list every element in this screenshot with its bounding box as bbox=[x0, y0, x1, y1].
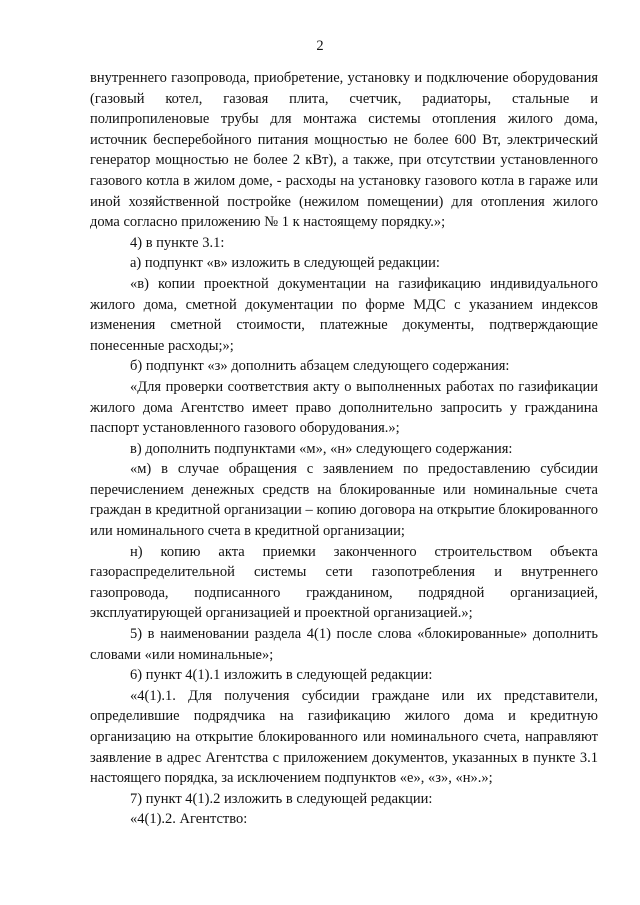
paragraph-13: «4(1).2. Агентство: bbox=[130, 811, 248, 828]
paragraph-8: н) копию акта приемки законченного строительством объекта газораспределительной системы сети газопотребления и внутреннего газопровода, подписанного гражданином, подрядной организацией, эксплуатирующей организацией и проектной организацией.»; bbox=[90, 543, 598, 622]
paragraph-11: «4(1).1. Для получения субсидии граждане или их представители, определившие подрядчика на газификацию жилого дома и кредитную организацию на открытие блокированного или номинального счета, направляют заявление в адрес Агентства с приложением документов, указанных в пункте 3.1 настоящего порядка, за исключением подпунктов «е», «з», «н».»; bbox=[90, 687, 598, 787]
page-number: 2 bbox=[316, 38, 324, 54]
document-body bbox=[90, 68, 598, 830]
paragraph-4: б) подпункт «з» дополнить абзацем следующего содержания: bbox=[130, 358, 510, 375]
paragraph-10: 6) пункт 4(1).1 изложить в следующей редакции: bbox=[130, 667, 433, 684]
paragraph-2: а) подпункт «в» изложить в следующей редакции: bbox=[130, 255, 440, 272]
paragraph-6: в) дополнить подпунктами «м», «н» следующего содержания: bbox=[130, 440, 513, 457]
paragraph-1: 4) в пункте 3.1: bbox=[130, 234, 225, 251]
paragraph-7: «м) в случае обращения с заявлением по предоставлению субсидии перечислением денежных средств на блокированные или номинальные счета граждан в кредитной организации – копию договора на открытие блокированного или номинального счета в кредитной организации; bbox=[90, 461, 598, 540]
paragraph-12: 7) пункт 4(1).2 изложить в следующей редакции: bbox=[130, 790, 433, 807]
paragraph-3: «в) копии проектной документации на газификацию индивидуального жилого дома, сметной документации по форме МДС с указанием индексов изменения сметной стоимости, платежные документы, подтверждающие понесенные расходы;»; bbox=[90, 275, 598, 354]
paragraph-9: 5) в наименовании раздела 4(1) после слова «блокированные» дополнить словами «или номинальные»; bbox=[90, 626, 598, 663]
paragraph-5: «Для проверки соответствия акту о выполненных работах по газификации жилого дома Агентство имеет право дополнительно запросить у гражданина паспорт установленного газового оборудования.»; bbox=[90, 378, 598, 437]
paragraph-0: внутреннего газопровода, приобретение, установку и подключение оборудования (газовый котел, газовая плита, счетчик, радиаторы, стальные и полипропиленовые трубы для монтажа системы отопления жилого дома, источник бесперебойного питания мощностью не более 600 Вт, электрический генератор мощностью не более 2 кВт), а также, при отсутствии установленного газового котла в жилом доме, - расходы на установку газового котла в гараже или иной хозяйственной постройке (нежилом помещении) для отопления жилого дома согласно приложению № 1 к настоящему порядку.»; bbox=[90, 70, 598, 231]
